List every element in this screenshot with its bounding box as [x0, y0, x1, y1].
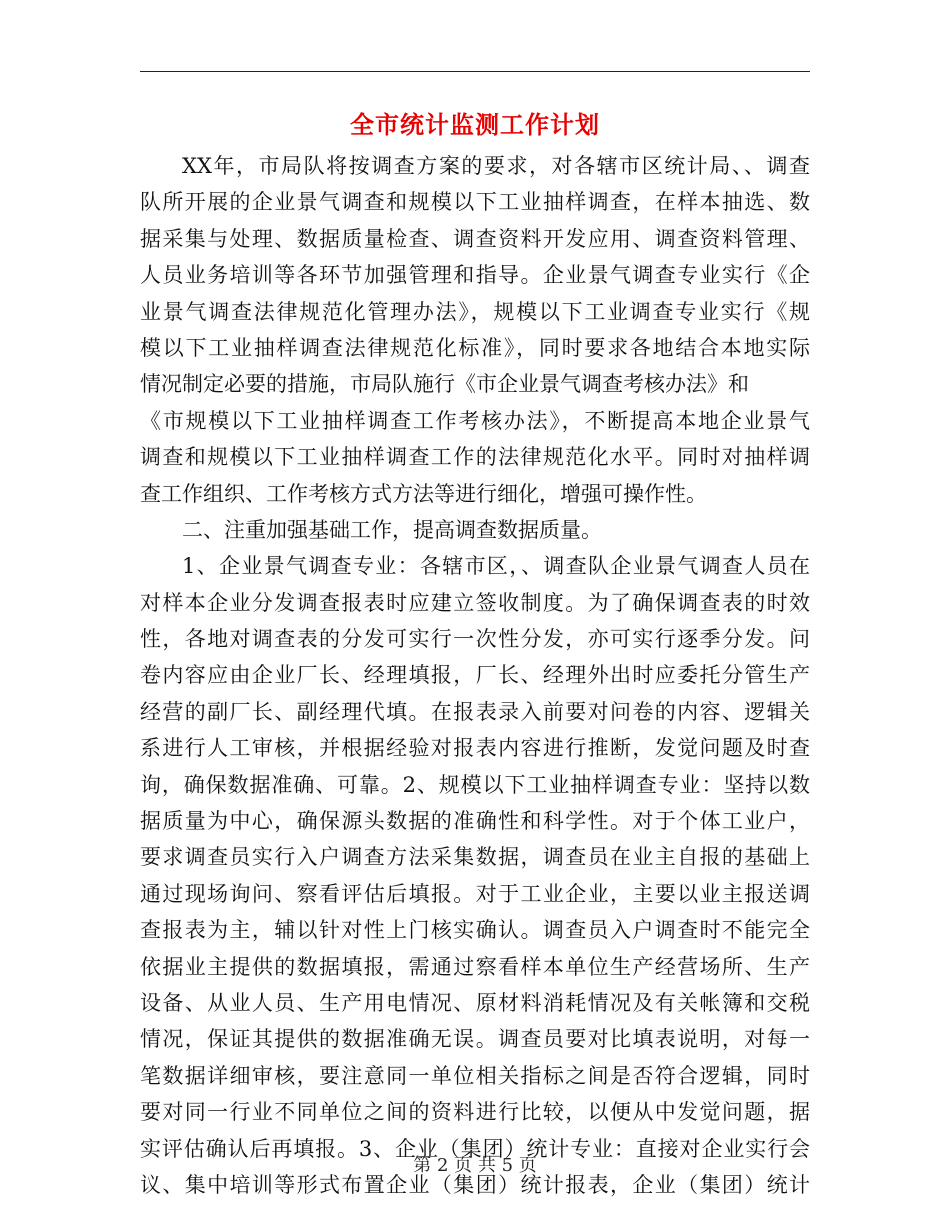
text-line: 人员业务培训等各环节加强管理和指导。企业景气调查专业实行《企	[140, 263, 810, 288]
page-footer	[140, 1154, 810, 1178]
footer-suffix: 页	[518, 1155, 537, 1176]
text-line: 对样本企业分发调查报表时应建立签收制度。为了确保调查表的时效	[140, 590, 810, 615]
section-heading: 二、注重加强基础工作，提高调查数据质量。	[182, 517, 602, 542]
text-line: 情况制定必要的措施，市局队施行《市企业景气调查考核办法》和	[140, 372, 749, 397]
text-line: 询，确保数据准确、可靠。2、规模以下工业抽样调查专业：坚持以数	[140, 772, 810, 797]
text-line: 通过现场询问、察看评估后填报。对于工业企业，主要以业主报送调	[140, 881, 810, 906]
text-line: 查工作组织、工作考核方式方法等进行细化，增强可操作性。	[140, 481, 707, 506]
text-line: 调查和规模以下工业抽样调查工作的法律规范化水平。同时对抽样调	[140, 445, 810, 470]
text-line: 《市规模以下工业抽样调查工作考核办法》，不断提高本地企业景气	[140, 408, 810, 433]
text-line: 笔数据详细审核，要注意同一单位相关指标之间是否符合逻辑，同时	[140, 1063, 810, 1088]
footer-middle: 页 共	[454, 1155, 496, 1176]
footer-page-number: 2	[436, 1155, 449, 1176]
text-line: 要对同一行业不同单位之间的资料进行比较，以便从中发觉问题，据	[140, 1100, 810, 1125]
text-line: 依据业主提供的数据填报，需通过察看样本单位生产经营场所、生产	[140, 954, 810, 979]
text-line: 系进行人工审核，并根据经验对报表内容进行推断，发觉问题及时查	[140, 736, 810, 761]
text-line: 实评估确认后再填报。3、企业（集团）统计专业：直接对企业实行会	[140, 1136, 810, 1161]
text-line: 情况，保证其提供的数据准确无误。调查员要对比填表说明，对每一	[140, 1027, 810, 1052]
text-line: 设备、从业人员、生产用电情况、原材料消耗情况及有关帐簿和交税	[140, 990, 810, 1015]
text-line: 要求调查员实行入户调查方法采集数据，调查员在业主自报的基础上	[140, 845, 810, 870]
text-line: 性，各地对调查表的分发可实行一次性分发，亦可实行逐季分发。问	[140, 627, 810, 652]
document-title: 全市统计监测工作计划	[350, 110, 600, 139]
document-body	[140, 148, 810, 1203]
footer-total-pages: 5	[501, 1155, 514, 1176]
text-line: XX年，市局队将按调查方案的要求，对各辖市区统计局、、调查	[182, 154, 810, 178]
text-line: 经营的副厂长、副经理代填。在报表录入前要对问卷的内容、逻辑关	[140, 699, 810, 724]
text-line: 查报表为主，辅以针对性上门核实确认。调查员入户调查时不能完全	[140, 918, 810, 943]
footer-prefix: 第	[413, 1155, 432, 1176]
text-line: 据采集与处理、数据质量检查、调查资料开发应用、调查资料管理、	[140, 226, 810, 251]
text-line: 据质量为中心，确保源头数据的准确性和科学性。对于个体工业户，	[140, 809, 810, 834]
text-line: 卷内容应由企业厂长、经理填报，厂长、经理外出时应委托分管生产	[140, 663, 810, 688]
header-rule	[140, 71, 810, 72]
text-line: 模以下工业抽样调查法律规范化标准》，同时要求各地结合本地实际	[140, 335, 810, 360]
text-line: 业景气调查法律规范化管理办法》，规模以下工业调查专业实行《规	[140, 299, 810, 324]
text-line: 议、集中培训等形式布置企业（集团）统计报表，企业（集团）统计	[140, 1172, 810, 1197]
text-line: 1、企业景气调查专业：各辖市区，、调查队企业景气调查人员在	[182, 554, 810, 579]
text-line: 队所开展的企业景气调查和规模以下工业抽样调查，在样本抽选、数	[140, 190, 810, 215]
